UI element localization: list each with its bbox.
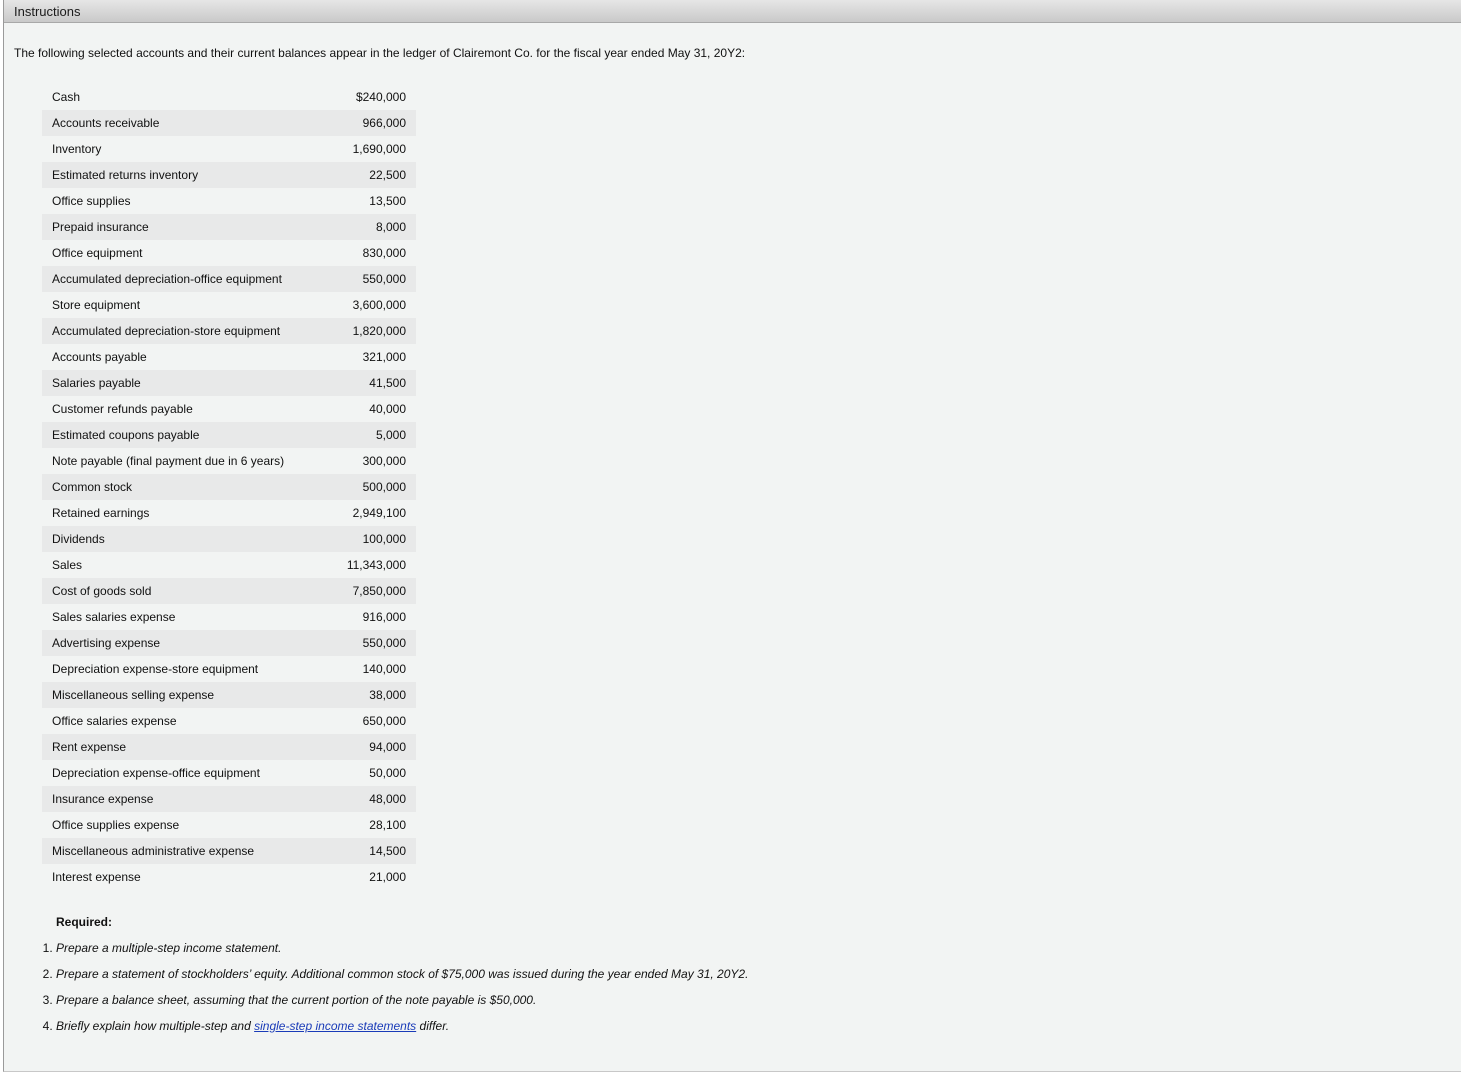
account-row (42, 266, 416, 292)
account-balance: 966,000 (336, 110, 416, 136)
account-row (42, 318, 416, 344)
account-balance: 7,850,000 (336, 578, 416, 604)
account-row (42, 760, 416, 786)
required-item-4-text-after: differ. (416, 1019, 450, 1033)
required-list (26, 937, 748, 1041)
account-row (42, 526, 416, 552)
account-name: Insurance expense (42, 786, 336, 812)
required-item-4 (56, 1015, 748, 1041)
account-balance: $240,000 (355, 90, 406, 104)
account-name: Office salaries expense (52, 714, 177, 728)
account-row (42, 682, 416, 708)
account-row (42, 604, 416, 630)
account-balance: 916,000 (362, 610, 406, 624)
account-name: Inventory (52, 142, 102, 156)
account-name: Office supplies expense (52, 818, 180, 832)
account-balance: 550,000 (336, 630, 416, 656)
account-name: Estimated coupons payable (42, 422, 336, 448)
account-name: Cost of goods sold (42, 578, 336, 604)
glossary-link-single-step-income-statements[interactable]: single-step income statements (254, 1019, 417, 1033)
account-balance: 1,820,000 (336, 318, 416, 344)
account-name: Accumulated depreciation-store equipment (42, 318, 336, 344)
account-row (42, 162, 416, 188)
account-name: Salaries payable (42, 370, 336, 396)
account-balance: 21,000 (369, 870, 406, 884)
account-balance: 40,000 (369, 402, 406, 416)
account-name: Dividends (42, 526, 336, 552)
account-row (42, 110, 416, 136)
account-name: Retained earnings (52, 506, 150, 520)
account-balance: 500,000 (336, 474, 416, 500)
account-row (42, 240, 416, 266)
intro-text: The following selected accounts and their current balances appear in the ledger of Clairemont Co. for the fiscal year ended May 31, 20Y2: (14, 46, 746, 60)
account-balance: 1,690,000 (352, 142, 406, 156)
account-name: Accounts receivable (42, 110, 336, 136)
account-balance: 300,000 (362, 454, 406, 468)
account-balance: 14,500 (336, 838, 416, 864)
account-name: Customer refunds payable (52, 402, 193, 416)
account-name: Advertising expense (42, 630, 336, 656)
account-row (42, 864, 416, 890)
account-name: Miscellaneous administrative expense (42, 838, 336, 864)
account-name: Common stock (42, 474, 336, 500)
account-row (42, 188, 416, 214)
account-balance: 22,500 (336, 162, 416, 188)
account-row (42, 448, 416, 474)
account-balance: 48,000 (336, 786, 416, 812)
account-name: Interest expense (52, 870, 141, 884)
account-row (42, 578, 416, 604)
account-row (42, 292, 416, 318)
account-balance: 8,000 (336, 214, 416, 240)
panel-title: Instructions (4, 0, 1461, 23)
account-balance: 5,000 (336, 422, 416, 448)
account-row (42, 734, 416, 760)
account-row (42, 630, 416, 656)
account-row (42, 422, 416, 448)
account-row (42, 344, 416, 370)
account-row (42, 656, 416, 682)
account-row (42, 552, 416, 578)
account-row (42, 84, 416, 110)
account-name: Cash (52, 90, 81, 104)
account-row (42, 786, 416, 812)
account-balance: 28,100 (369, 818, 406, 832)
account-name: Store equipment (52, 298, 141, 312)
account-row (42, 370, 416, 396)
account-row (42, 136, 416, 162)
instructions-panel (3, 0, 1461, 1072)
account-balance: 321,000 (362, 350, 406, 364)
account-name: Miscellaneous selling expense (42, 682, 336, 708)
account-row (42, 474, 416, 500)
account-balance: 830,000 (362, 246, 406, 260)
required-item-2: 2. Prepare a statement of stockholders’ equity. Additional common stock of $75,000 was issued during the year ended May 31, 20Y2. (56, 963, 748, 989)
account-row (42, 838, 416, 864)
account-balance: 41,500 (336, 370, 416, 396)
account-balance: 94,000 (336, 734, 416, 760)
account-row (42, 396, 416, 422)
account-balance: 13,500 (369, 194, 406, 208)
account-name: Sales (52, 558, 83, 572)
account-name: Prepaid insurance (42, 214, 336, 240)
account-balance: 550,000 (336, 266, 416, 292)
account-name: Accounts payable (52, 350, 147, 364)
accounts-table (42, 84, 416, 890)
account-row (42, 214, 416, 240)
account-name: Estimated returns inventory (42, 162, 336, 188)
account-balance: 11,343,000 (346, 558, 406, 572)
account-name: Depreciation expense-store equipment (52, 662, 259, 676)
account-name: Rent expense (42, 734, 336, 760)
account-balance: 2,949,100 (352, 506, 406, 520)
required-item-4-text-before: Briefly explain how multiple-step and (56, 1019, 255, 1033)
account-balance: 100,000 (336, 526, 416, 552)
account-balance: 3,600,000 (352, 298, 406, 312)
account-row (42, 812, 416, 838)
account-row (42, 708, 416, 734)
account-name: Depreciation expense-office equipment (52, 766, 260, 780)
account-balance: 38,000 (336, 682, 416, 708)
required-heading: Required: (56, 915, 113, 929)
required-item-1: 1. Prepare a multiple-step income statement. (56, 937, 748, 963)
account-balance: 650,000 (362, 714, 406, 728)
account-name: Note payable (final payment due in 6 years) (52, 454, 285, 468)
account-name: Accumulated depreciation-office equipment (42, 266, 336, 292)
account-balance: 140,000 (362, 662, 406, 676)
account-name: Office equipment (52, 246, 143, 260)
required-item-3: 3. Prepare a balance sheet, assuming that the current portion of the note payable is $50,000. (56, 989, 748, 1015)
account-name: Sales salaries expense (52, 610, 176, 624)
account-balance: 50,000 (369, 766, 406, 780)
account-name: Office supplies (52, 194, 131, 208)
account-row (42, 500, 416, 526)
